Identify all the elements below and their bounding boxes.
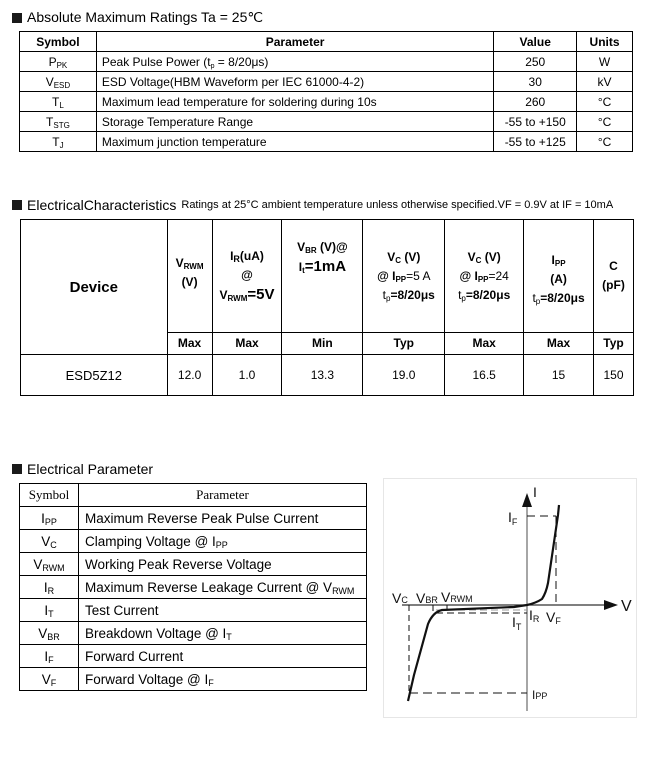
vc-5a-cell: 19.0 xyxy=(363,355,445,396)
header-value: Value xyxy=(494,32,577,52)
table-row xyxy=(20,553,367,576)
table-row xyxy=(20,599,367,622)
symbol-cell: $T_J$ xyxy=(20,132,97,152)
table-row xyxy=(20,132,633,152)
label-vc: VC xyxy=(392,590,408,606)
header-device: Device xyxy=(21,220,168,355)
section-note: Ratings at 25°C ambient temperature unless otherwise specified.VF = 0.9V at IF = 10mA xyxy=(181,199,614,211)
symbol-cell: $V_{ESD}$ xyxy=(20,72,97,92)
table-row xyxy=(20,52,633,72)
vc-24a-cell: 16.5 xyxy=(445,355,524,396)
header-symbol: Symbol xyxy=(20,32,97,52)
limit-cell: Min xyxy=(282,333,363,355)
vbr-cell: 13.3 xyxy=(282,355,363,396)
table-row xyxy=(20,645,367,668)
v-axis-arrow-icon xyxy=(604,600,618,610)
header-vbr: $V_{BR}$ (V)@ $I_t=1mA$ xyxy=(282,220,363,333)
limit-cell: Max xyxy=(445,333,524,355)
table-row xyxy=(20,576,367,599)
electrical-characteristics-table xyxy=(20,219,634,396)
table-row xyxy=(20,72,633,92)
label-vf: VF xyxy=(546,609,561,626)
parameter-cell: Maximum Reverse Peak Pulse Current xyxy=(79,507,367,530)
ipp-cell: 15 xyxy=(524,355,594,396)
value-cell: -55 to +150 xyxy=(494,112,577,132)
symbol-cell: $V_{BR}$ xyxy=(20,622,79,645)
table-header-row xyxy=(20,484,367,507)
symbol-cell: $P_{PK}$ xyxy=(20,52,97,72)
symbol-cell: $T_{STG}$ xyxy=(20,112,97,132)
section-title-electrical-parameter xyxy=(12,461,153,477)
limit-cell: Max xyxy=(167,333,212,355)
parameter-cell: Forward Current xyxy=(79,645,367,668)
iv-characteristic-diagram xyxy=(383,478,637,718)
limit-cell: Max xyxy=(524,333,594,355)
section-title-text: ElectricalCharacteristics xyxy=(27,197,177,213)
symbol-cell: $V_C$ xyxy=(20,530,79,553)
parameter-cell: Maximum lead temperature for soldering during 10s xyxy=(96,92,494,112)
ir-cell: 1.0 xyxy=(212,355,282,396)
parameter-cell: Test Current xyxy=(79,599,367,622)
capacitance-cell: 150 xyxy=(594,355,634,396)
parameter-cell: Clamping Voltage @ $I_{PP}$ xyxy=(79,530,367,553)
header-parameter: Parameter xyxy=(79,484,367,507)
table-row xyxy=(21,355,634,396)
axis-label-i: I xyxy=(533,484,537,500)
value-cell: 30 xyxy=(494,72,577,92)
parameter-cell: Storage Temperature Range xyxy=(96,112,494,132)
electrical-parameter-table xyxy=(19,483,367,691)
unit-cell: W xyxy=(577,52,633,72)
symbol-cell: $I_R$ xyxy=(20,576,79,599)
symbol-cell: $I_T$ xyxy=(20,599,79,622)
limit-cell: Max xyxy=(212,333,282,355)
value-cell: -55 to +125 xyxy=(494,132,577,152)
limit-cell: Typ xyxy=(594,333,634,355)
table-header-row xyxy=(21,220,634,333)
section-title-text: Electrical Parameter xyxy=(27,461,154,477)
label-ir: IR xyxy=(529,607,540,624)
label-it: $I_T$ xyxy=(512,614,522,632)
symbol-cell: $V_{RWM}$ xyxy=(20,553,79,576)
header-parameter: Parameter xyxy=(96,32,494,52)
table-row xyxy=(20,92,633,112)
section-title-text: Absolute Maximum Ratings Ta = 25℃ xyxy=(27,9,264,25)
table-header-row xyxy=(20,32,633,52)
table-row xyxy=(20,668,367,691)
square-bullet-icon xyxy=(12,13,22,23)
i-axis-arrow-icon xyxy=(522,493,532,507)
parameter-cell: Maximum junction temperature xyxy=(96,132,494,152)
square-bullet-icon xyxy=(12,200,22,210)
header-ipp: $I_{PP}$ (A) $t_p=8/20\mu s$ xyxy=(524,220,594,333)
axis-label-v: V xyxy=(621,598,632,615)
table-row xyxy=(20,530,367,553)
section-title-electrical-characteristics xyxy=(12,197,613,213)
parameter-cell: Breakdown Voltage @ $I_T$ xyxy=(79,622,367,645)
header-symbol: Symbol xyxy=(20,484,79,507)
label-if: $I_F$ xyxy=(508,509,518,527)
limit-cell: Typ xyxy=(363,333,445,355)
parameter-cell: Maximum Reverse Leakage Current @ $V_{RWM}$ xyxy=(79,576,367,599)
table-row xyxy=(20,507,367,530)
symbol-cell: $I_F$ xyxy=(20,645,79,668)
symbol-cell: $V_F$ xyxy=(20,668,79,691)
absolute-max-ratings-table xyxy=(19,31,633,152)
parameter-cell: Forward Voltage @ $I_F$ xyxy=(79,668,367,691)
device-cell: ESD5Z12 xyxy=(21,355,168,396)
unit-cell: °C xyxy=(577,92,633,112)
symbol-cell: $I_{PP}$ xyxy=(20,507,79,530)
header-vc-5a: $V_C$ (V) @ $I_{PP}=5$ A $t_p=8/20\mu s$ xyxy=(363,220,445,333)
label-ipp: IPP xyxy=(532,688,548,702)
vrwm-cell: 12.0 xyxy=(167,355,212,396)
unit-cell: °C xyxy=(577,132,633,152)
parameter-cell: Working Peak Reverse Voltage xyxy=(79,553,367,576)
value-cell: 250 xyxy=(494,52,577,72)
symbol-cell: $T_L$ xyxy=(20,92,97,112)
square-bullet-icon xyxy=(12,464,22,474)
header-units: Units xyxy=(577,32,633,52)
label-vbr: VBR xyxy=(416,590,438,606)
value-cell: 260 xyxy=(494,92,577,112)
header-vrwm: $V_{RWM}$ (V) xyxy=(167,220,212,333)
iv-curve-graphic xyxy=(384,479,636,717)
header-vc-24a: $V_C$ (V) @ $I_{PP}=24$ $t_p=8/20\mu s$ xyxy=(445,220,524,333)
unit-cell: kV xyxy=(577,72,633,92)
header-capacitance: C (pF) xyxy=(594,220,634,333)
parameter-cell: ESD Voltage(HBM Waveform per IEC 61000-4-2) xyxy=(96,72,494,92)
unit-cell: °C xyxy=(577,112,633,132)
parameter-cell: Peak Pulse Power $(t_p = 8/20\mu s)$ xyxy=(96,52,494,72)
table-row xyxy=(20,622,367,645)
table-row xyxy=(20,112,633,132)
section-title-absolute-max xyxy=(12,9,263,26)
label-vrwm: VRWM xyxy=(441,589,473,605)
header-ir: $I_R(uA)$ @ $V_{RWM}=5V$ xyxy=(212,220,282,333)
